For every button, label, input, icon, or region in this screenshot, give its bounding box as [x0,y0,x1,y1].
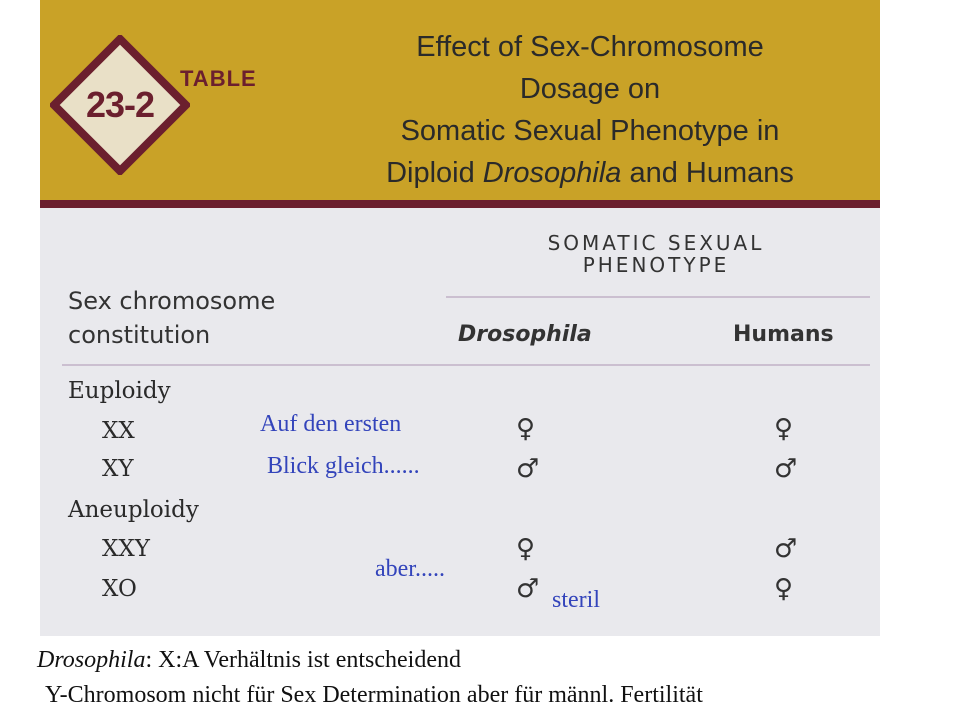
row-header-line-1: Sex chromosome [68,287,276,315]
annotation-but: aber..... [375,556,445,582]
group-label-aneuploidy: Aneuploidy [68,497,199,523]
table-header-band [40,0,880,200]
female-symbol-icon: ♀ [516,414,536,444]
column-group-line-2: PHENOTYPE [582,253,730,277]
row-header-line-2: constitution [68,321,211,349]
header-rule [62,364,870,366]
title-line-4: Diploid Drosophila and Humans [386,157,794,189]
row-header [68,284,275,352]
table-panel [40,0,880,636]
table-number: 23-2 [85,84,155,125]
genotype-xx: XX [102,418,135,444]
genotype-xxy: XXY [102,536,150,562]
female-symbol-icon: ♀ [774,574,794,604]
male-symbol-icon: ♂ [774,534,798,564]
title-line-1: Effect of Sex-Chromosome [416,31,764,63]
table-title [330,26,850,194]
group-header-rule [446,296,870,298]
male-symbol-icon: ♂ [774,454,798,484]
column-group-header [452,232,860,276]
caption-line-1: Drosophila: X:A Verhältnis ist entscheidend [37,647,461,673]
male-symbol-icon: ♂ [516,574,540,604]
table-badge [50,35,190,175]
group-label-euploidy: Euploidy [68,378,171,404]
column-header-drosophila: Drosophila [458,322,592,347]
table-label: TABLE [180,66,257,91]
genotype-xy: XY [102,456,134,482]
title-line-2: Dosage on [519,73,661,105]
column-group-line-1: SOMATIC SEXUAL [547,231,765,255]
genotype-xo: XO [102,576,137,602]
header-divider [40,200,880,208]
title-line-3: Somatic Sexual Phenotype in [400,115,780,147]
annotation-first-look-line-2: Blick gleich...... [267,453,420,479]
column-header-humans: Humans [733,322,834,347]
annotation-first-look-line-1: Auf den ersten [260,411,402,437]
female-symbol-icon: ♀ [516,534,536,564]
female-symbol-icon: ♀ [774,414,794,444]
male-symbol-icon: ♂ [516,454,540,484]
caption-line-2: Y-Chromosom nicht für Sex Determination aber für männl. Fertilität [45,682,703,708]
annotation-sterile: steril [552,587,600,613]
